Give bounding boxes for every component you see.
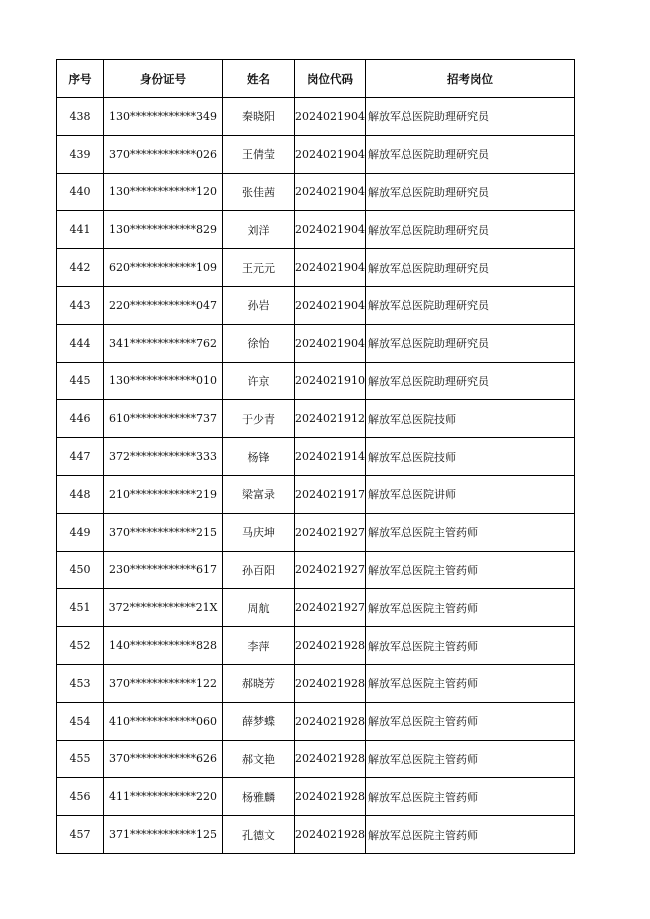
post-title-cell: 解放军总医院主管药师 xyxy=(366,816,575,854)
header-id-number: 身份证号 xyxy=(104,60,223,98)
serial-number-cell: 438 xyxy=(57,98,104,136)
post-code-cell: 2024021904 xyxy=(295,173,366,211)
serial-number-cell: 439 xyxy=(57,135,104,173)
serial-number-cell: 448 xyxy=(57,475,104,513)
id-number-cell: 370************122 xyxy=(104,664,223,702)
id-number-cell: 140************828 xyxy=(104,627,223,665)
name-cell: 李萍 xyxy=(223,627,295,665)
table-row xyxy=(57,664,575,702)
post-title-cell: 解放军总医院主管药师 xyxy=(366,664,575,702)
post-title-cell: 解放军总医院助理研究员 xyxy=(366,173,575,211)
post-code-cell: 2024021904 xyxy=(295,135,366,173)
post-title-cell: 解放军总医院讲师 xyxy=(366,475,575,513)
post-title-cell: 解放军总医院主管药师 xyxy=(366,551,575,589)
post-code-cell: 2024021904 xyxy=(295,324,366,362)
post-title-cell: 解放军总医院助理研究员 xyxy=(366,211,575,249)
post-title-cell: 解放军总医院助理研究员 xyxy=(366,98,575,136)
post-code-cell: 2024021928 xyxy=(295,627,366,665)
name-cell: 王元元 xyxy=(223,249,295,287)
name-cell: 孙岩 xyxy=(223,286,295,324)
id-number-cell: 220************047 xyxy=(104,286,223,324)
post-code-cell: 2024021904 xyxy=(295,98,366,136)
table-row xyxy=(57,438,575,476)
table-row xyxy=(57,740,575,778)
serial-number-cell: 454 xyxy=(57,702,104,740)
id-number-cell: 410************060 xyxy=(104,702,223,740)
serial-number-cell: 444 xyxy=(57,324,104,362)
id-number-cell: 130************120 xyxy=(104,173,223,211)
serial-number-cell: 453 xyxy=(57,664,104,702)
post-title-cell: 解放军总医院主管药师 xyxy=(366,627,575,665)
table-row xyxy=(57,286,575,324)
post-title-cell: 解放军总医院主管药师 xyxy=(366,702,575,740)
serial-number-cell: 442 xyxy=(57,249,104,287)
name-cell: 张佳茜 xyxy=(223,173,295,211)
post-title-cell: 解放军总医院助理研究员 xyxy=(366,286,575,324)
table-row xyxy=(57,589,575,627)
serial-number-cell: 446 xyxy=(57,400,104,438)
post-code-cell: 2024021904 xyxy=(295,249,366,287)
serial-number-cell: 451 xyxy=(57,589,104,627)
post-code-cell: 2024021927 xyxy=(295,551,366,589)
name-cell: 郝文艳 xyxy=(223,740,295,778)
post-code-cell: 2024021927 xyxy=(295,589,366,627)
table-row xyxy=(57,778,575,816)
serial-number-cell: 441 xyxy=(57,211,104,249)
table-row xyxy=(57,135,575,173)
table-row xyxy=(57,98,575,136)
post-code-cell: 2024021917 xyxy=(295,475,366,513)
serial-number-cell: 449 xyxy=(57,513,104,551)
post-code-cell: 2024021904 xyxy=(295,286,366,324)
table-body xyxy=(57,98,575,854)
name-cell: 郝晓芳 xyxy=(223,664,295,702)
name-cell: 徐怡 xyxy=(223,324,295,362)
post-code-cell: 2024021912 xyxy=(295,400,366,438)
name-cell: 周航 xyxy=(223,589,295,627)
table-row xyxy=(57,816,575,854)
post-code-cell: 2024021928 xyxy=(295,816,366,854)
serial-number-cell: 450 xyxy=(57,551,104,589)
post-code-cell: 2024021928 xyxy=(295,740,366,778)
table-row xyxy=(57,475,575,513)
table-row xyxy=(57,324,575,362)
id-number-cell: 370************215 xyxy=(104,513,223,551)
id-number-cell: 130************349 xyxy=(104,98,223,136)
name-cell: 孙百阳 xyxy=(223,551,295,589)
post-title-cell: 解放军总医院技师 xyxy=(366,438,575,476)
serial-number-cell: 456 xyxy=(57,778,104,816)
id-number-cell: 130************829 xyxy=(104,211,223,249)
post-code-cell: 2024021928 xyxy=(295,664,366,702)
post-title-cell: 解放军总医院主管药师 xyxy=(366,778,575,816)
post-title-cell: 解放军总医院主管药师 xyxy=(366,513,575,551)
name-cell: 马庆坤 xyxy=(223,513,295,551)
post-code-cell: 2024021928 xyxy=(295,702,366,740)
id-number-cell: 230************617 xyxy=(104,551,223,589)
post-title-cell: 解放军总医院主管药师 xyxy=(366,740,575,778)
id-number-cell: 130************010 xyxy=(104,362,223,400)
header-serial-number: 序号 xyxy=(57,60,104,98)
name-cell: 薛梦蝶 xyxy=(223,702,295,740)
serial-number-cell: 452 xyxy=(57,627,104,665)
post-code-cell: 2024021910 xyxy=(295,362,366,400)
table-row xyxy=(57,627,575,665)
name-cell: 杨雅麟 xyxy=(223,778,295,816)
name-cell: 梁富录 xyxy=(223,475,295,513)
id-number-cell: 370************626 xyxy=(104,740,223,778)
id-number-cell: 610************737 xyxy=(104,400,223,438)
name-cell: 杨锋 xyxy=(223,438,295,476)
serial-number-cell: 440 xyxy=(57,173,104,211)
table-header-row xyxy=(57,60,575,98)
serial-number-cell: 455 xyxy=(57,740,104,778)
name-cell: 秦晓阳 xyxy=(223,98,295,136)
serial-number-cell: 445 xyxy=(57,362,104,400)
table-row xyxy=(57,400,575,438)
table-row xyxy=(57,513,575,551)
name-cell: 许京 xyxy=(223,362,295,400)
serial-number-cell: 443 xyxy=(57,286,104,324)
table-row xyxy=(57,551,575,589)
name-cell: 于少青 xyxy=(223,400,295,438)
post-code-cell: 2024021928 xyxy=(295,778,366,816)
table-row xyxy=(57,249,575,287)
post-title-cell: 解放军总医院技师 xyxy=(366,400,575,438)
id-number-cell: 210************219 xyxy=(104,475,223,513)
post-title-cell: 解放军总医院助理研究员 xyxy=(366,135,575,173)
serial-number-cell: 447 xyxy=(57,438,104,476)
serial-number-cell: 457 xyxy=(57,816,104,854)
table-row xyxy=(57,702,575,740)
post-title-cell: 解放军总医院助理研究员 xyxy=(366,324,575,362)
table-row xyxy=(57,211,575,249)
post-code-cell: 2024021904 xyxy=(295,211,366,249)
header-name: 姓名 xyxy=(223,60,295,98)
table-row xyxy=(57,362,575,400)
post-code-cell: 2024021914 xyxy=(295,438,366,476)
header-post-code: 岗位代码 xyxy=(295,60,366,98)
id-number-cell: 620************109 xyxy=(104,249,223,287)
post-title-cell: 解放军总医院助理研究员 xyxy=(366,362,575,400)
candidate-table xyxy=(56,59,575,854)
post-title-cell: 解放军总医院主管药师 xyxy=(366,589,575,627)
id-number-cell: 371************125 xyxy=(104,816,223,854)
name-cell: 刘洋 xyxy=(223,211,295,249)
id-number-cell: 341************762 xyxy=(104,324,223,362)
id-number-cell: 411************220 xyxy=(104,778,223,816)
id-number-cell: 372************333 xyxy=(104,438,223,476)
id-number-cell: 372************21X xyxy=(104,589,223,627)
header-post-title: 招考岗位 xyxy=(366,60,575,98)
table-row xyxy=(57,173,575,211)
id-number-cell: 370************026 xyxy=(104,135,223,173)
name-cell: 孔德文 xyxy=(223,816,295,854)
name-cell: 王倩莹 xyxy=(223,135,295,173)
post-title-cell: 解放军总医院助理研究员 xyxy=(366,249,575,287)
post-code-cell: 2024021927 xyxy=(295,513,366,551)
